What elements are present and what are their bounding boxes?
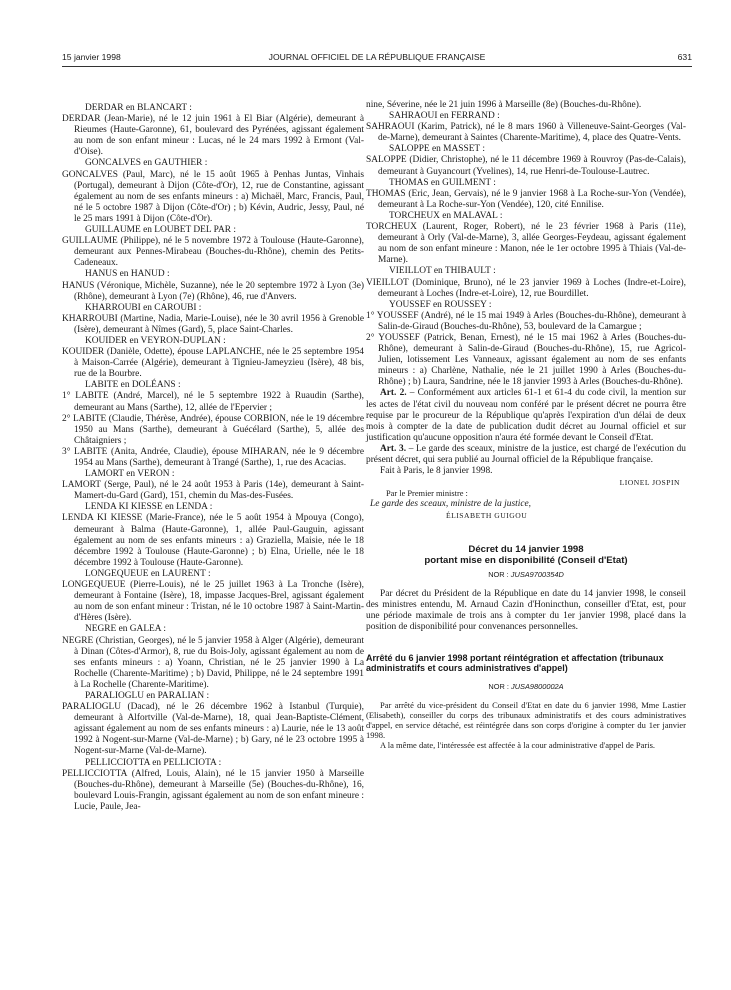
name-change-heading: DERDAR en BLANCART : <box>85 103 192 113</box>
name-change-heading: LENDA KI KIESSE en LENDA : <box>85 502 213 513</box>
person-surname: 1° LABITE <box>62 391 109 402</box>
person-surname: PARALIOGLU <box>62 702 122 713</box>
person-details: (Marie-France), née le 5 août 1954 à Mpouya (Congo), demeurant à Balma (Haute-Garonne), 1, allée Paul-Gauguin, agissant également au nom de ses enfants mineurs : a) Graziella, Maisie, née le 18 décembre 1992 à Toulouse (Haute-Garonne) ; b) Elna, Urielle, née le 18 décembre 1992 à Toulouse (Haute-Garonne). <box>74 513 364 568</box>
person-entry <box>366 333 686 388</box>
decret-title <box>366 544 686 566</box>
name-change-heading: LAMORT en VERON : <box>85 469 175 480</box>
person-details: (Martine, Nadia, Marie-Louise), née le 30 avril 1956 à Grenoble (Isère), demeurant à Nîmes (Gard), 5, place Saint-Charles. <box>74 313 364 335</box>
person-surname: LENDA KI KIESSE <box>62 513 143 524</box>
person-surname: VIEILLOT <box>366 277 409 288</box>
name-change-heading: YOUSSEF en ROUSSEY : <box>389 299 492 310</box>
person-details: (Danièle, Odette), épouse LAPLANCHE, née le 25 septembre 1954 à Maison-Carrée (Algérie), demeurant à Tignieu-Jameyzieu (Isère), 48 bis, rue de la Bourbre. <box>74 347 364 380</box>
right-column <box>366 100 686 750</box>
person-details: (André), né le 15 mai 1949 à Arles (Bouches-du-Rhône), demeurant à Salin-de-Giraud (Bouches-du-Rhône), 53, boulevard de la Camargue ; <box>378 310 686 332</box>
person-surname: KHARROUBI <box>62 313 118 324</box>
arrete-nor-label: NOR : <box>488 681 511 691</box>
person-details: (Dominique, Bruno), né le 23 janvier 1969 à Loches (Indre-et-Loire), demeurant à Loches (Indre-et-Loire), 12, rue Bourdillet. <box>378 277 686 299</box>
person-entry <box>366 278 686 300</box>
person-entry <box>62 702 364 757</box>
person-surname: DERDAR <box>62 114 101 125</box>
person-details: (Patrick, Benan, Ernest), né le 15 mai 1962 à Arles (Bouches-du-Rhône), demeurant à Salin-de-Giraud (Bouches-du-Rhône), 15, rue Agricol-Julien, lotissement Les Vanneaux, agissant également au nom de ses enfants mineurs : a) Charlène, Nathalie, née le 21 juillet 1990 à Arles (Bouches-du-Rhône) ; b) Laura, Sandrine, née le 18 janvier 1993 à Arles (Bouches-du-Rhône). <box>378 332 686 388</box>
fait-a-paris: Fait à Paris, le 8 janvier 1998. <box>380 466 493 477</box>
person-surname: 1° YOUSSEF <box>366 310 419 321</box>
name-change-heading: GUILLAUME en LOUBET DEL PAR : <box>85 225 236 236</box>
person-entry <box>62 314 364 336</box>
person-details: (Anita, Andrée, Claudie), épouse MIHARAN, née le 9 décembre 1954 au Mans (Sarthe), demeurant à Trangé (Sarthe), 1, rue des Acacias. <box>74 446 365 468</box>
person-entry <box>62 347 364 380</box>
person-surname: SAHRAOUI <box>366 122 415 133</box>
page-header <box>62 52 692 64</box>
person-entry <box>62 580 364 624</box>
article-3 <box>366 444 686 466</box>
par-le-premier-ministre: Par le Premier ministre : <box>386 489 468 499</box>
name-change-heading: HANUS en HANUD : <box>85 269 170 280</box>
arrete-nor-code: JUSA9800002A <box>511 681 564 691</box>
person-surname: THOMAS <box>366 188 406 199</box>
person-surname: 2° LABITE <box>62 413 107 424</box>
person-entry <box>62 447 364 469</box>
person-details: (Christian, Georges), né le 5 janvier 1958 à Alger (Algérie), demeurant à Dinan (Côtes-d'Armor), 8, rue du Bois-Joly, agissant également au nom de ses enfants mineurs : a) Yoann, Christian, né le 25 janvier 1990 à La Rochelle (Charente-Maritime) ; b) David, Philippe, né le 24 septembre 1991 à La Rochelle (Charente-Maritime). <box>74 635 364 690</box>
person-surname: TORCHEUX <box>366 222 417 233</box>
continued-entry: nine, Séverine, née le 21 juin 1996 à Marseille (8e) (Bouches-du-Rhône). <box>366 100 642 110</box>
person-entry <box>62 414 364 447</box>
arrete-title: Arrêté du 6 janvier 1998 portant réintégration et affectation (tribunaux administratifs et cours administratives d'appel) <box>366 653 664 674</box>
header-rule <box>62 66 692 67</box>
left-column <box>62 103 364 813</box>
article-2 <box>366 388 686 443</box>
person-details: (Didier, Christophe), né le 11 décembre 1969 à Rouvroy (Pas-de-Calais), demeurant à Guyancourt (Yvelines), 14, rue Henri-de-Toulouse-Lautrec. <box>378 155 686 177</box>
person-surname: 3° LABITE <box>62 446 108 457</box>
decret-title-line1: Décret du 14 janvier 1998 <box>468 543 584 555</box>
name-change-heading: KOUIDER en VEYRON-DUPLAN : <box>85 335 226 346</box>
name-change-heading: PARALIOGLU en PARALIAN : <box>85 690 210 701</box>
decret-title-line2: portant mise en disponibilité (Conseil d'Etat) <box>424 554 628 566</box>
person-surname: LONGEQUEUE <box>62 580 126 591</box>
person-entry <box>366 122 686 144</box>
name-change-heading: TORCHEUX en MALAVAL : <box>389 210 503 221</box>
person-details: (Paul, Marc), né le 15 août 1965 à Penhas Juntas, Vinhais (Portugal), demeurant à Dijon (Côte-d'Or), 12, rue de Constantine, agissant également au nom de ses enfants mineurs : a) Michaël, Marc, Francis, Paul, né le 5 octobre 1987 à Dijon (Côte-d'Or) ; b) Kévin, Audric, Jessy, Paul, né le 25 mars 1991 à Dijon (Côte-d'Or). <box>74 169 364 224</box>
person-surname: LAMORT <box>62 480 101 491</box>
arrete-body-2: A la même date, l'intéressée est affectée à la cour administrative d'appel de Paris. <box>380 739 656 750</box>
signature-guigou: ÉLISABETH GUIGOU <box>446 511 528 521</box>
person-surname: NEGRE <box>62 635 94 646</box>
person-details: (Alfred, Louis, Alain), né le 15 janvier 1950 à Marseille (Bouches-du-Rhône), demeurant à Marseille (5e) (Bouches-du-Rhône), 16, boulevard Louis-Frangin, agissant également au nom de son enfant mineure : Lucie, Paule, Jea- <box>74 768 364 812</box>
person-entry <box>62 236 364 269</box>
name-change-heading: GONCALVES en GAUTHIER : <box>85 158 208 169</box>
person-details: (André, Marcel), né le 5 septembre 1922 à Ruaudin (Sarthe), demeurant au Mans (Sarthe), 12, allée de l'Epervier ; <box>74 391 364 413</box>
garde-des-sceaux: Le garde des sceaux, ministre de la justice, <box>370 499 531 510</box>
article-2-text: – Conformément aux articles 61-1 et 61-4 du code civil, la mention sur les actes de l'état civil du nouveau nom conféré par le présent décret ne pourra être requise par le procureur de la République qu'après l'expiration d'un délai de deux mois à compter de la date de publication dudit décret au Journal officiel et sur justification qu'aucune opposition n'aura été formée devant le Conseil d'Etat. <box>366 388 686 443</box>
person-entry <box>366 155 686 177</box>
name-change-heading: THOMAS en GUILMENT : <box>389 177 496 188</box>
person-surname: SALOPPE <box>366 155 407 166</box>
person-details: (Pierre-Louis), né le 25 juillet 1963 à La Tronche (Isère), demeurant à Fontaine (Isère), 18, impasse Jacques-Brel, agissant également au nom de son enfant mineur : Tristan, né le 10 octobre 1987 à Saint-Martin-d'Hères (Isère). <box>74 580 364 624</box>
person-surname: PELLICCIOTTA <box>62 768 127 779</box>
person-details: (Jean-Marie), né le 12 juin 1961 à El Biar (Algérie), demeurant à Rieumes (Haute-Garonne), 61, boulevard des Pyrénées, agissant également au nom de son enfant mineur : Lucas, né le 24 mars 1992 à Ermont (Val-d'Oise). <box>74 114 364 158</box>
article-3-text: – Le garde des sceaux, ministre de la justice, est chargé de l'exécution du présent décret, qui sera publié au Journal officiel de la République française. <box>366 443 686 465</box>
person-entry <box>62 114 364 158</box>
person-details: (Claudie, Thérèse, Andrée), épouse CORBION, née le 19 décembre 1950 au Mans (Sarthe), demeurant à Guécélard (Sarthe), 5, allée des Châtaigniers ; <box>74 413 364 446</box>
name-change-heading: KHARROUBI en CAROUBI : <box>85 302 202 313</box>
person-entry <box>366 311 686 333</box>
arrete-body-1: Par arrêté du vice-président du Conseil d'Etat en date du 6 janvier 1998, Mme Lastier (Elisabeth), conseiller du corps des tribunaux administratifs et des cours administratives d'appel, en service détaché, est réintégrée dans son corps d'origine à compter du 1er janvier 1998. <box>366 699 686 740</box>
person-surname: HANUS <box>62 280 95 291</box>
person-surname: GONCALVES <box>62 169 118 180</box>
arrete-nor <box>366 681 686 692</box>
person-entry <box>366 189 686 211</box>
name-change-heading: PELLICCIOTTA en PELLICIOTA : <box>85 757 222 768</box>
person-surname: 2° YOUSSEF <box>366 332 420 343</box>
person-details: (Karim, Patrick), né le 8 mars 1960 à Villeneuve-Saint-Georges (Val-de-Marne), demeurant à Saintes (Charente-Maritime), 4, place des Quatre-Vents. <box>378 122 686 144</box>
person-surname: GUILLAUME <box>62 236 118 247</box>
header-journal-title: JOURNAL OFFICIEL DE LA RÉPUBLIQUE FRANÇAISE <box>268 52 486 62</box>
person-entry <box>62 281 364 303</box>
person-entry <box>62 513 364 568</box>
person-details: (Philippe), né le 5 novembre 1972 à Toulouse (Haute-Garonne), demeurant aux Pennes-Mirabeau (Bouches-du-Rhône), chemin des Petits-Cadeneaux. <box>74 236 364 269</box>
person-details: (Laurent, Roger, Robert), né le 23 février 1968 à Paris (11e), demeurant à Orly (Val-de-Marne), 3, allée Georges-Feydeau, agissant également au nom de son enfant mineure : Manon, née le 1er octobre 1995 à Thiais (Val-de-Marne). <box>378 222 686 266</box>
person-details: (Dacad), né le 26 décembre 1962 à Istanbul (Turquie), demeurant à Alfortville (Val-de-Marne), 18, quai Jean-Baptiste-Clément, agissant également au nom de ses enfants mineurs : a) Laurie, née le 13 août 1992 à Nogent-sur-Marne (Val-de-Marne) ; b) Gary, né le 23 octobre 1995 à Nogent-sur-Marne (Val-de-Marne). <box>74 702 364 757</box>
person-details: (Véronique, Michèle, Suzanne), née le 20 septembre 1972 à Lyon (3e) (Rhône), demeurant à Lyon (7e) (Rhône), 46, rue d'Anvers. <box>74 280 364 302</box>
name-change-heading: VIEILLOT en THIBAULT : <box>389 266 496 277</box>
person-entry <box>366 222 686 266</box>
signature-jospin: LIONEL JOSPIN <box>619 478 680 488</box>
article-3-label: Art. 3. <box>380 443 407 454</box>
decret-body: Par décret du Président de la République en date du 14 janvier 1998, le conseil des ministres entendu, M. Arnaud Cazin d'Honincthun, conseiller d'Etat, est, pour une période maximale de trois ans à compter du 1er janvier 1998, placé dans la position de disponibilité pour convenances personnelles. <box>366 588 686 632</box>
article-2-label: Art. 2. <box>380 388 407 399</box>
name-change-heading: SAHRAOUI en FERRAND : <box>389 111 500 122</box>
person-details: (Serge, Paul), né le 24 août 1953 à Paris (14e), demeurant à Saint-Mamert-du-Gard (Gard), 151, chemin du Mas-des-Fusées. <box>74 480 364 502</box>
right-name-changes <box>366 100 686 388</box>
person-surname: KOUIDER <box>62 347 105 358</box>
decret-nor <box>366 569 686 580</box>
header-page-number: 631 <box>677 52 692 62</box>
name-change-heading: LONGEQUEUE en LAURENT : <box>85 568 211 579</box>
name-change-heading: NEGRE en GALEA : <box>85 624 166 635</box>
person-entry <box>62 480 364 502</box>
decret-nor-code: JUSA9700354D <box>510 569 564 579</box>
name-change-heading: LABITE en DOLÉANS : <box>85 380 181 391</box>
person-details: (Eric, Jean, Gervais), né le 9 janvier 1968 à La Roche-sur-Yon (Vendée), demeurant à La Roche-sur-Yon (Vendée), 120, cité Ennilise. <box>378 188 686 210</box>
person-entry <box>62 170 364 225</box>
person-entry <box>62 769 364 813</box>
name-change-heading: SALOPPE en MASSET : <box>389 144 485 155</box>
decret-nor-label: NOR : <box>488 569 511 579</box>
person-entry <box>62 391 364 413</box>
header-date: 15 janvier 1998 <box>62 52 121 62</box>
person-entry <box>62 636 364 691</box>
